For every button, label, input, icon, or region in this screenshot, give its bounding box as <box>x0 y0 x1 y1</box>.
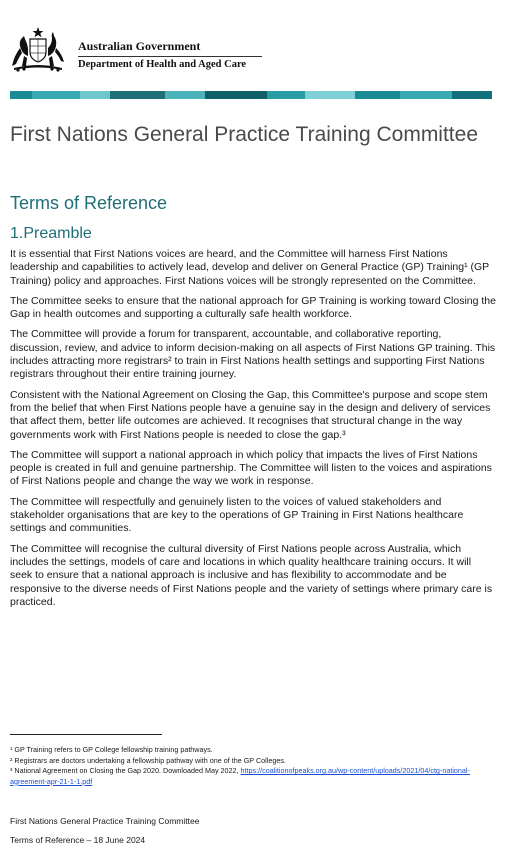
color-bar-segment <box>110 91 165 99</box>
paragraph: It is essential that First Nations voices are heard, and the Committee will harness First Nations leadership and capabilities to actively lead, develop and deliver on General Practice (GP) Training¹ (GP Training) policy and approaches. First Nations voices will be strongly represented on the Committee. <box>10 248 489 287</box>
color-bar-segment <box>355 91 400 99</box>
footnote-3 <box>10 766 500 787</box>
color-bar-segment <box>10 91 32 99</box>
color-bar-segment <box>205 91 267 99</box>
government-name: Australian Government <box>78 39 201 53</box>
color-bar-segment <box>165 91 205 99</box>
color-bar-segment <box>305 91 355 99</box>
footnote-1: ¹ GP Training refers to GP College fellowship training pathways. <box>10 745 213 754</box>
paragraph: The Committee seeks to ensure that the national approach for GP Training is working toward Closing the Gap in health outcomes and supporting a culturally safe health workforce. <box>10 294 496 321</box>
section-heading-preamble: 1.Preamble <box>10 225 92 242</box>
footer-committee-name: First Nations General Practice Training Committee <box>10 816 200 826</box>
footnote-3-link[interactable]: https://coalitionofpeaks.org.au/wp-content/uploads/2021/04/ctg-national-agreement-apr-21-1-1.pdf <box>10 766 470 786</box>
color-bar-segment <box>267 91 305 99</box>
footnote-2: ² Registrars are doctors undertaking a fellowship pathway with one of the GP Colleges. <box>10 755 286 765</box>
footer-reference-date: Terms of Reference – 18 June 2024 <box>10 835 146 845</box>
paragraph: Consistent with the National Agreement on Closing the Gap, this Committee's purpose and scope stem from the belief that when First Nations people have a genuine say in the design and delivery of services that affect them, better life outcomes are achieved. It recognises that structural change in the way governments work with First Nations people is needed to close the gap.³ <box>10 388 491 441</box>
footnotes <box>10 745 500 787</box>
footnote-3-text: ³ National Agreement on Closing the Gap 2020. Downloaded May 2022, <box>10 766 241 775</box>
paragraph: The Committee will support a national approach in which policy that impacts the lives of First Nations people is created in full and genuine partnership. The Committee will listen to the voices and aspirations of First Nations people and change the way we work in response. <box>10 448 492 488</box>
department-name: Department of Health and Aged Care <box>78 59 247 70</box>
paragraph: The Committee will respectfully and genuinely listen to the voices of valued stakeholders and stakeholder organisations that are key to the operations of GP Training in First Nations healthcare settings and communities. <box>10 495 464 535</box>
header <box>10 26 270 76</box>
document-subtitle: Terms of Reference <box>10 193 168 213</box>
color-bar-segment <box>32 91 80 99</box>
paragraph: The Committee will provide a forum for transparent, accountable, and collaborative reporting, discussion, review, and advice to inform decision-making on all aspects of First Nations GP training. This includes attracting more registrars² to train in First Nations health settings and supporting First Nations registrars throughout their entire training journey. <box>10 328 496 381</box>
preamble-body <box>10 248 496 616</box>
header-divider <box>78 56 262 57</box>
paragraph: The Committee will recognise the cultural diversity of First Nations people across Australia, which includes the settings, models of care and locations in which quality healthcare training occurs. It will seek to ensure that a national approach is inclusive and has flexibility to accommodate and be responsive to the diverse needs of First Nations people and the variety of settings where primary care is practiced. <box>10 542 493 608</box>
page-title: First Nations General Practice Training Committee <box>10 123 478 146</box>
color-bar-segment <box>452 91 492 99</box>
color-bar-segment <box>400 91 452 99</box>
color-bar-segment <box>80 91 110 99</box>
commonwealth-coat-of-arms-icon <box>10 26 66 74</box>
page-footer <box>10 812 199 850</box>
footnote-divider <box>10 734 162 735</box>
decorative-color-bar <box>10 91 492 99</box>
